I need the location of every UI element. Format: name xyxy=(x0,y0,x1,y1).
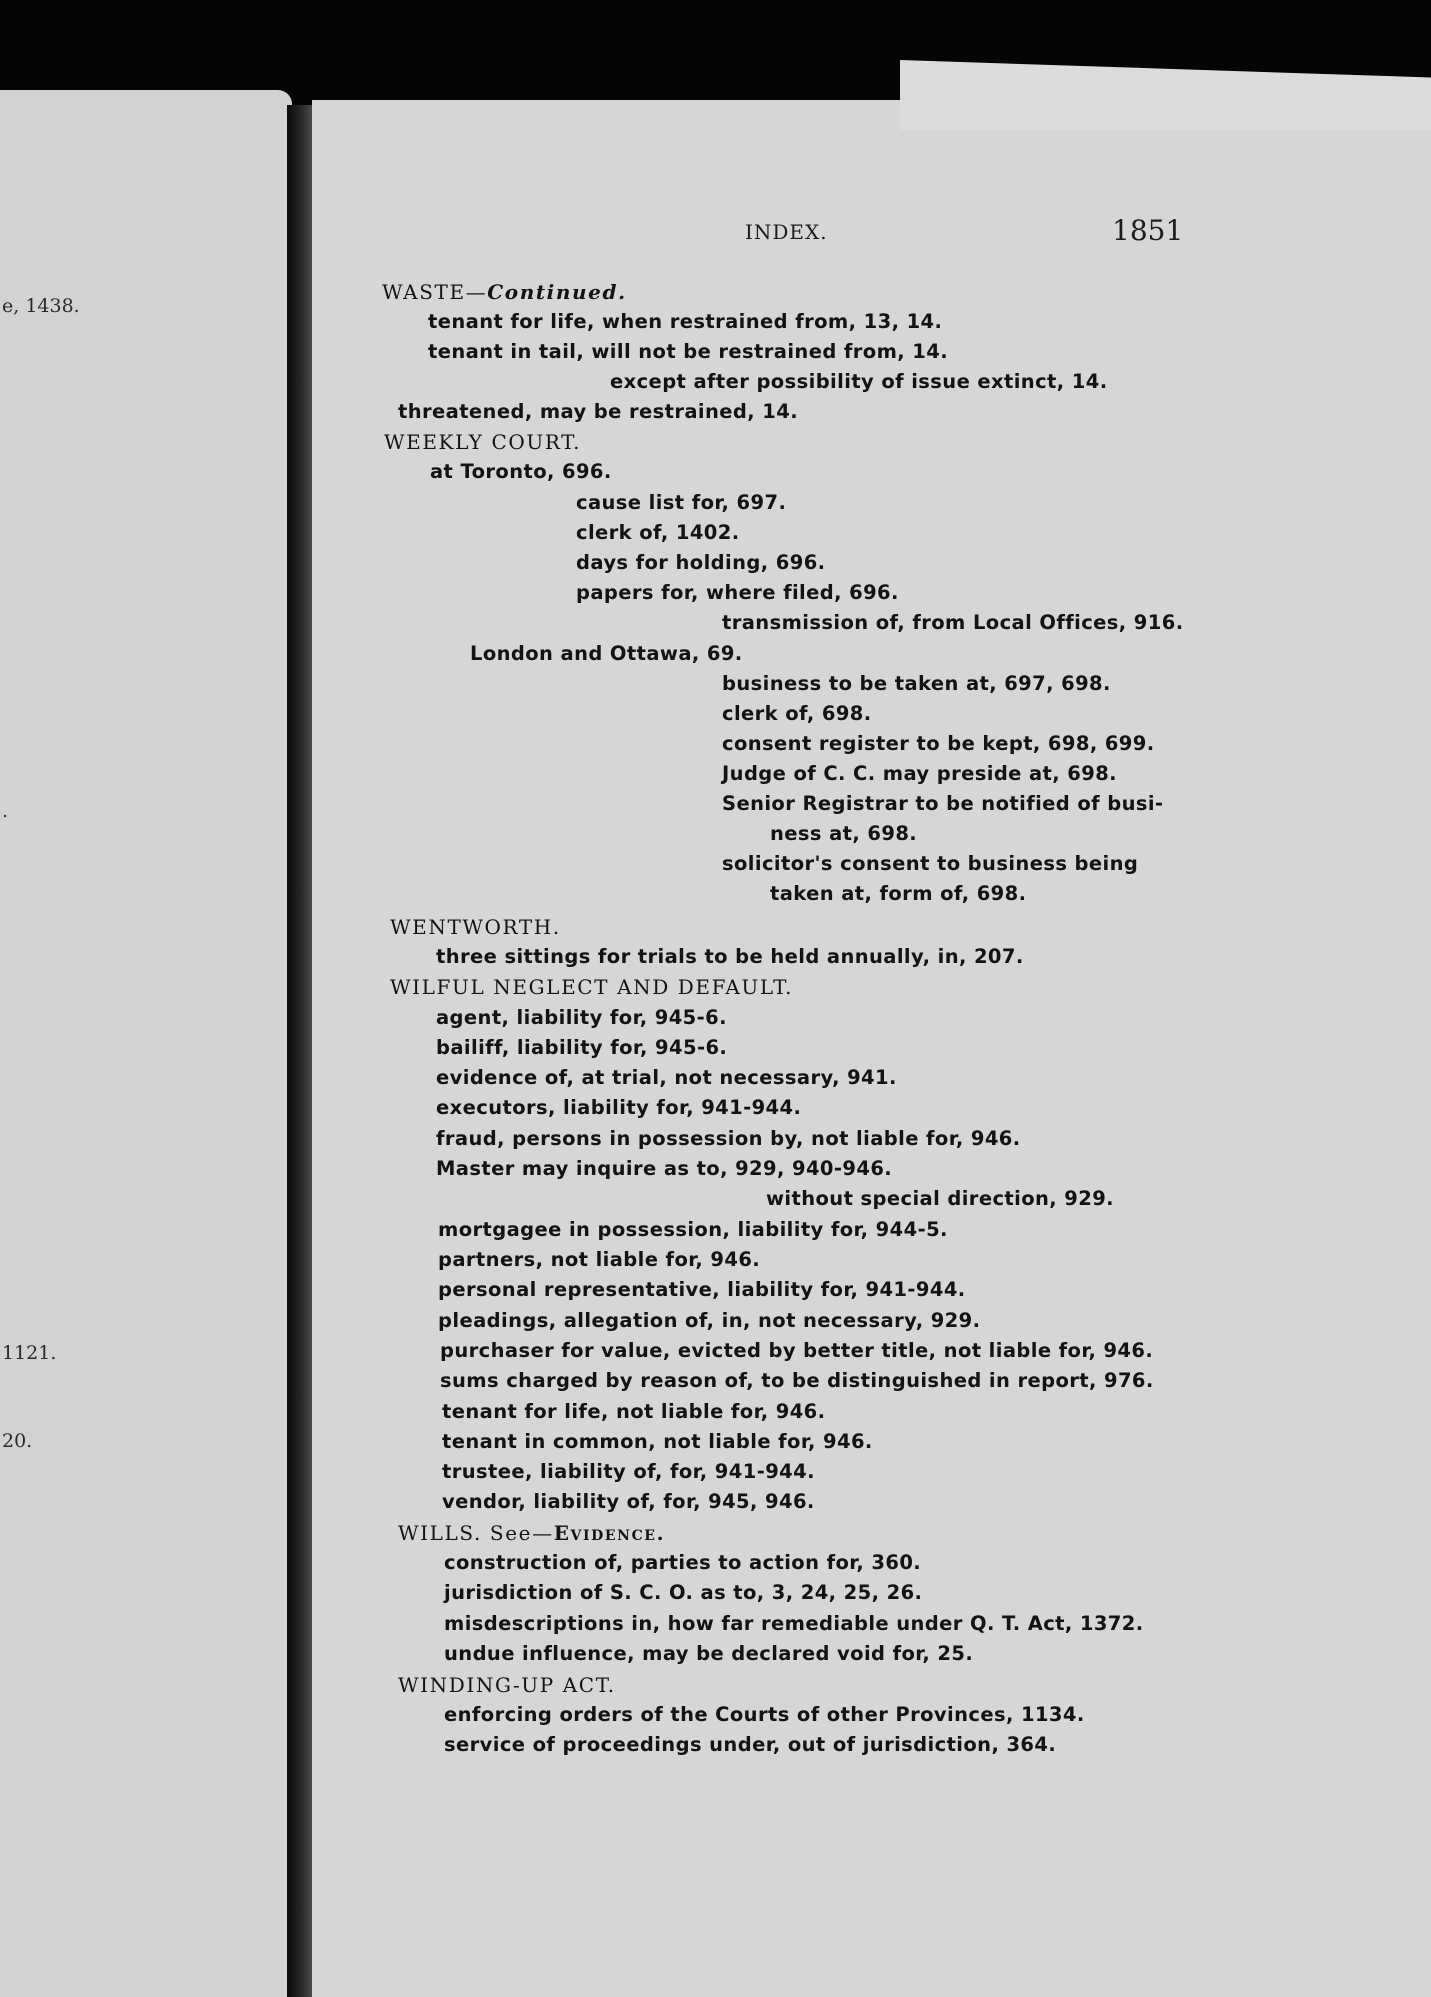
index-subentry: bailiff, liability for, 945-6. xyxy=(436,1036,728,1059)
index-subentry: personal representative, liability for, 941-944. xyxy=(438,1278,966,1301)
index-subentry: transmission of, from Local Offices, 916. xyxy=(722,611,1184,634)
index-subentry: tenant for life, not liable for, 946. xyxy=(442,1400,826,1423)
index-subentry: agent, liability for, 945-6. xyxy=(436,1006,727,1029)
index-subentry: sums charged by reason of, to be distinguished in report, 976. xyxy=(440,1369,1154,1392)
index-subentry: tenant in common, not liable for, 946. xyxy=(442,1430,873,1453)
index-subentry: tenant in tail, will not be restrained from, 14. xyxy=(428,340,949,363)
index-subentry: Senior Registrar to be notified of busi- xyxy=(722,792,1164,815)
index-subentry: mortgagee in possession, liability for, 944-5. xyxy=(438,1218,948,1241)
index-subentry: Judge of C. C. may preside at, 698. xyxy=(722,762,1117,785)
index-subentry: solicitor's consent to business being xyxy=(722,852,1139,875)
index-heading: WENTWORTH. xyxy=(390,915,561,939)
page-corner-fold xyxy=(900,60,1431,130)
index-subentry: construction of, parties to action for, 360. xyxy=(444,1551,922,1574)
page-number: 1851 xyxy=(1112,214,1184,247)
index-subentry: consent register to be kept, 698, 699. xyxy=(722,732,1155,755)
index-subentry: service of proceedings under, out of jurisdiction, 364. xyxy=(444,1733,1057,1756)
index-subentry: taken at, form of, 698. xyxy=(770,882,1027,905)
index-subentry: clerk of, 1402. xyxy=(576,521,740,544)
index-heading: WILFUL NEGLECT AND DEFAULT. xyxy=(390,975,794,999)
left-page-fragment: 20. xyxy=(2,1430,33,1452)
index-subentry: ness at, 698. xyxy=(770,822,918,845)
index-subentry: threatened, may be restrained, 14. xyxy=(398,400,799,423)
index-subentry: evidence of, at trial, not necessary, 941. xyxy=(436,1066,897,1089)
index-heading: WINDING-UP ACT. xyxy=(398,1673,616,1697)
index-subentry: cause list for, 697. xyxy=(576,491,787,514)
index-subentry: at Toronto, 696. xyxy=(430,460,612,483)
index-subentry: tenant for life, when restrained from, 13, 14. xyxy=(428,310,943,333)
index-subentry: misdescriptions in, how far remediable under Q. T. Act, 1372. xyxy=(444,1612,1144,1635)
index-subentry: partners, not liable for, 946. xyxy=(438,1248,761,1271)
index-subentry: business to be taken at, 697, 698. xyxy=(722,672,1111,695)
index-subentry: trustee, liability of, for, 941-944. xyxy=(442,1460,815,1483)
running-head: INDEX. xyxy=(745,220,828,244)
index-subentry: Master may inquire as to, 929, 940-946. xyxy=(436,1157,893,1180)
index-subentry: vendor, liability of, for, 945, 946. xyxy=(442,1490,815,1513)
index-subentry: except after possibility of issue extinct, 14. xyxy=(610,370,1108,393)
index-heading: WILLS. See—Evidence. xyxy=(398,1521,666,1545)
index-subentry: without special direction, 929. xyxy=(766,1187,1114,1210)
index-heading: WEEKLY COURT. xyxy=(384,430,582,454)
left-page xyxy=(0,90,292,1997)
index-heading: WASTE—Continued. xyxy=(382,280,627,304)
index-subentry: three sittings for trials to be held annually, in, 207. xyxy=(436,945,1024,968)
index-subentry: days for holding, 696. xyxy=(576,551,826,574)
left-page-fragment: . xyxy=(2,800,9,822)
index-subentry: London and Ottawa, 69. xyxy=(470,642,743,665)
index-subentry: papers for, where filed, 696. xyxy=(576,581,899,604)
left-page-fragment: e, 1438. xyxy=(2,295,80,317)
index-subentry: purchaser for value, evicted by better title, not liable for, 946. xyxy=(440,1339,1154,1362)
right-page xyxy=(312,100,1431,1997)
index-subentry: executors, liability for, 941-944. xyxy=(436,1096,802,1119)
index-subentry: clerk of, 698. xyxy=(722,702,872,725)
index-subentry: jurisdiction of S. C. O. as to, 3, 24, 25, 26. xyxy=(444,1581,923,1604)
index-subentry: pleadings, allegation of, in, not necessary, 929. xyxy=(438,1309,981,1332)
index-subentry: enforcing orders of the Courts of other Provinces, 1134. xyxy=(444,1703,1085,1726)
index-subentry: undue influence, may be declared void for, 25. xyxy=(444,1642,974,1665)
index-subentry: fraud, persons in possession by, not liable for, 946. xyxy=(436,1127,1021,1150)
left-page-fragment: 1121. xyxy=(2,1342,57,1364)
